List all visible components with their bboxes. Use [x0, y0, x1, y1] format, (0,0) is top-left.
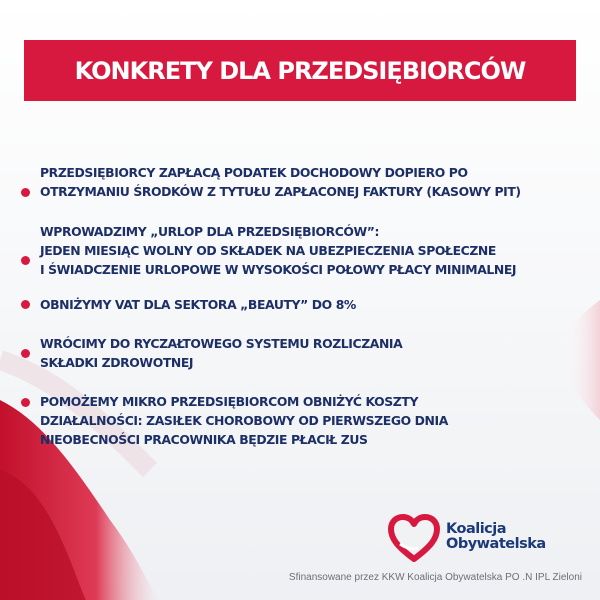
list-item	[20, 334, 580, 372]
heart-logo-icon	[388, 514, 440, 562]
benefits-list	[20, 163, 580, 449]
logo-line-1: Koalicja	[446, 521, 507, 537]
bullet-dot-icon	[21, 349, 30, 358]
bullet-dot-icon	[21, 188, 30, 197]
list-item-line: I ŚWIADCZENIE URLOPOWE W WYSOKOŚCI POŁOWY PŁACY MINIMALNEJ	[40, 262, 517, 277]
list-item	[20, 295, 580, 314]
funding-note: Sfinansowane przez KKW Koalicja Obywatelska PO .N IPL Zieloni	[288, 572, 582, 583]
list-item-line: DZIAŁALNOŚCI: ZASIŁEK CHOROBOWY OD PIERWSZEGO DNIA	[40, 413, 448, 428]
list-item-line: NIEOBECNOŚCI PRACOWNIKA BĘDZIE PŁACIŁ ZUS	[40, 432, 368, 447]
list-item-line: PRZEDSIĘBIORCY ZAPŁACĄ PODATEK DOCHODOWY DOPIERO PO	[40, 165, 468, 180]
list-item-line: OTRZYMANIU ŚRODKÓW Z TYTUŁU ZAPŁACONEJ FAKTURY (KASOWY PIT)	[40, 184, 521, 199]
logo-wordmark	[446, 522, 546, 552]
bullet-dot-icon	[21, 300, 30, 309]
list-item-line: WRÓCIMY DO RYCZAŁTOWEGO SYSTEMU ROZLICZANIA	[40, 336, 403, 351]
header-banner	[24, 40, 576, 101]
list-item	[20, 163, 580, 201]
list-item-line: JEDEN MIESIĄC WOLNY OD SKŁADEK NA UBEZPIECZENIA SPOŁECZNE	[40, 243, 496, 258]
list-item-line: OBNIŻYMY VAT DLA SEKTORA „BEAUTY” DO 8%	[40, 297, 356, 312]
list-item	[20, 392, 580, 449]
list-item-line: SKŁADKI ZDROWOTNEJ	[40, 355, 194, 370]
list-item	[20, 222, 580, 279]
koalicja-obywatelska-logo	[388, 514, 578, 564]
page-title: KONKRETY DLA PRZEDSIĘBIORCÓW	[74, 56, 526, 85]
bullet-dot-icon	[21, 398, 30, 407]
list-item-line: POMOŻEMY MIKRO PRZEDSIĘBIORCOM OBNIŻYĆ KOSZTY	[40, 394, 419, 409]
list-item-line: WPROWADZIMY „URLOP DLA PRZEDSIĘBIORCÓW”:	[40, 224, 380, 239]
bullet-dot-icon	[21, 256, 30, 265]
logo-line-2: Obywatelska	[446, 536, 546, 552]
